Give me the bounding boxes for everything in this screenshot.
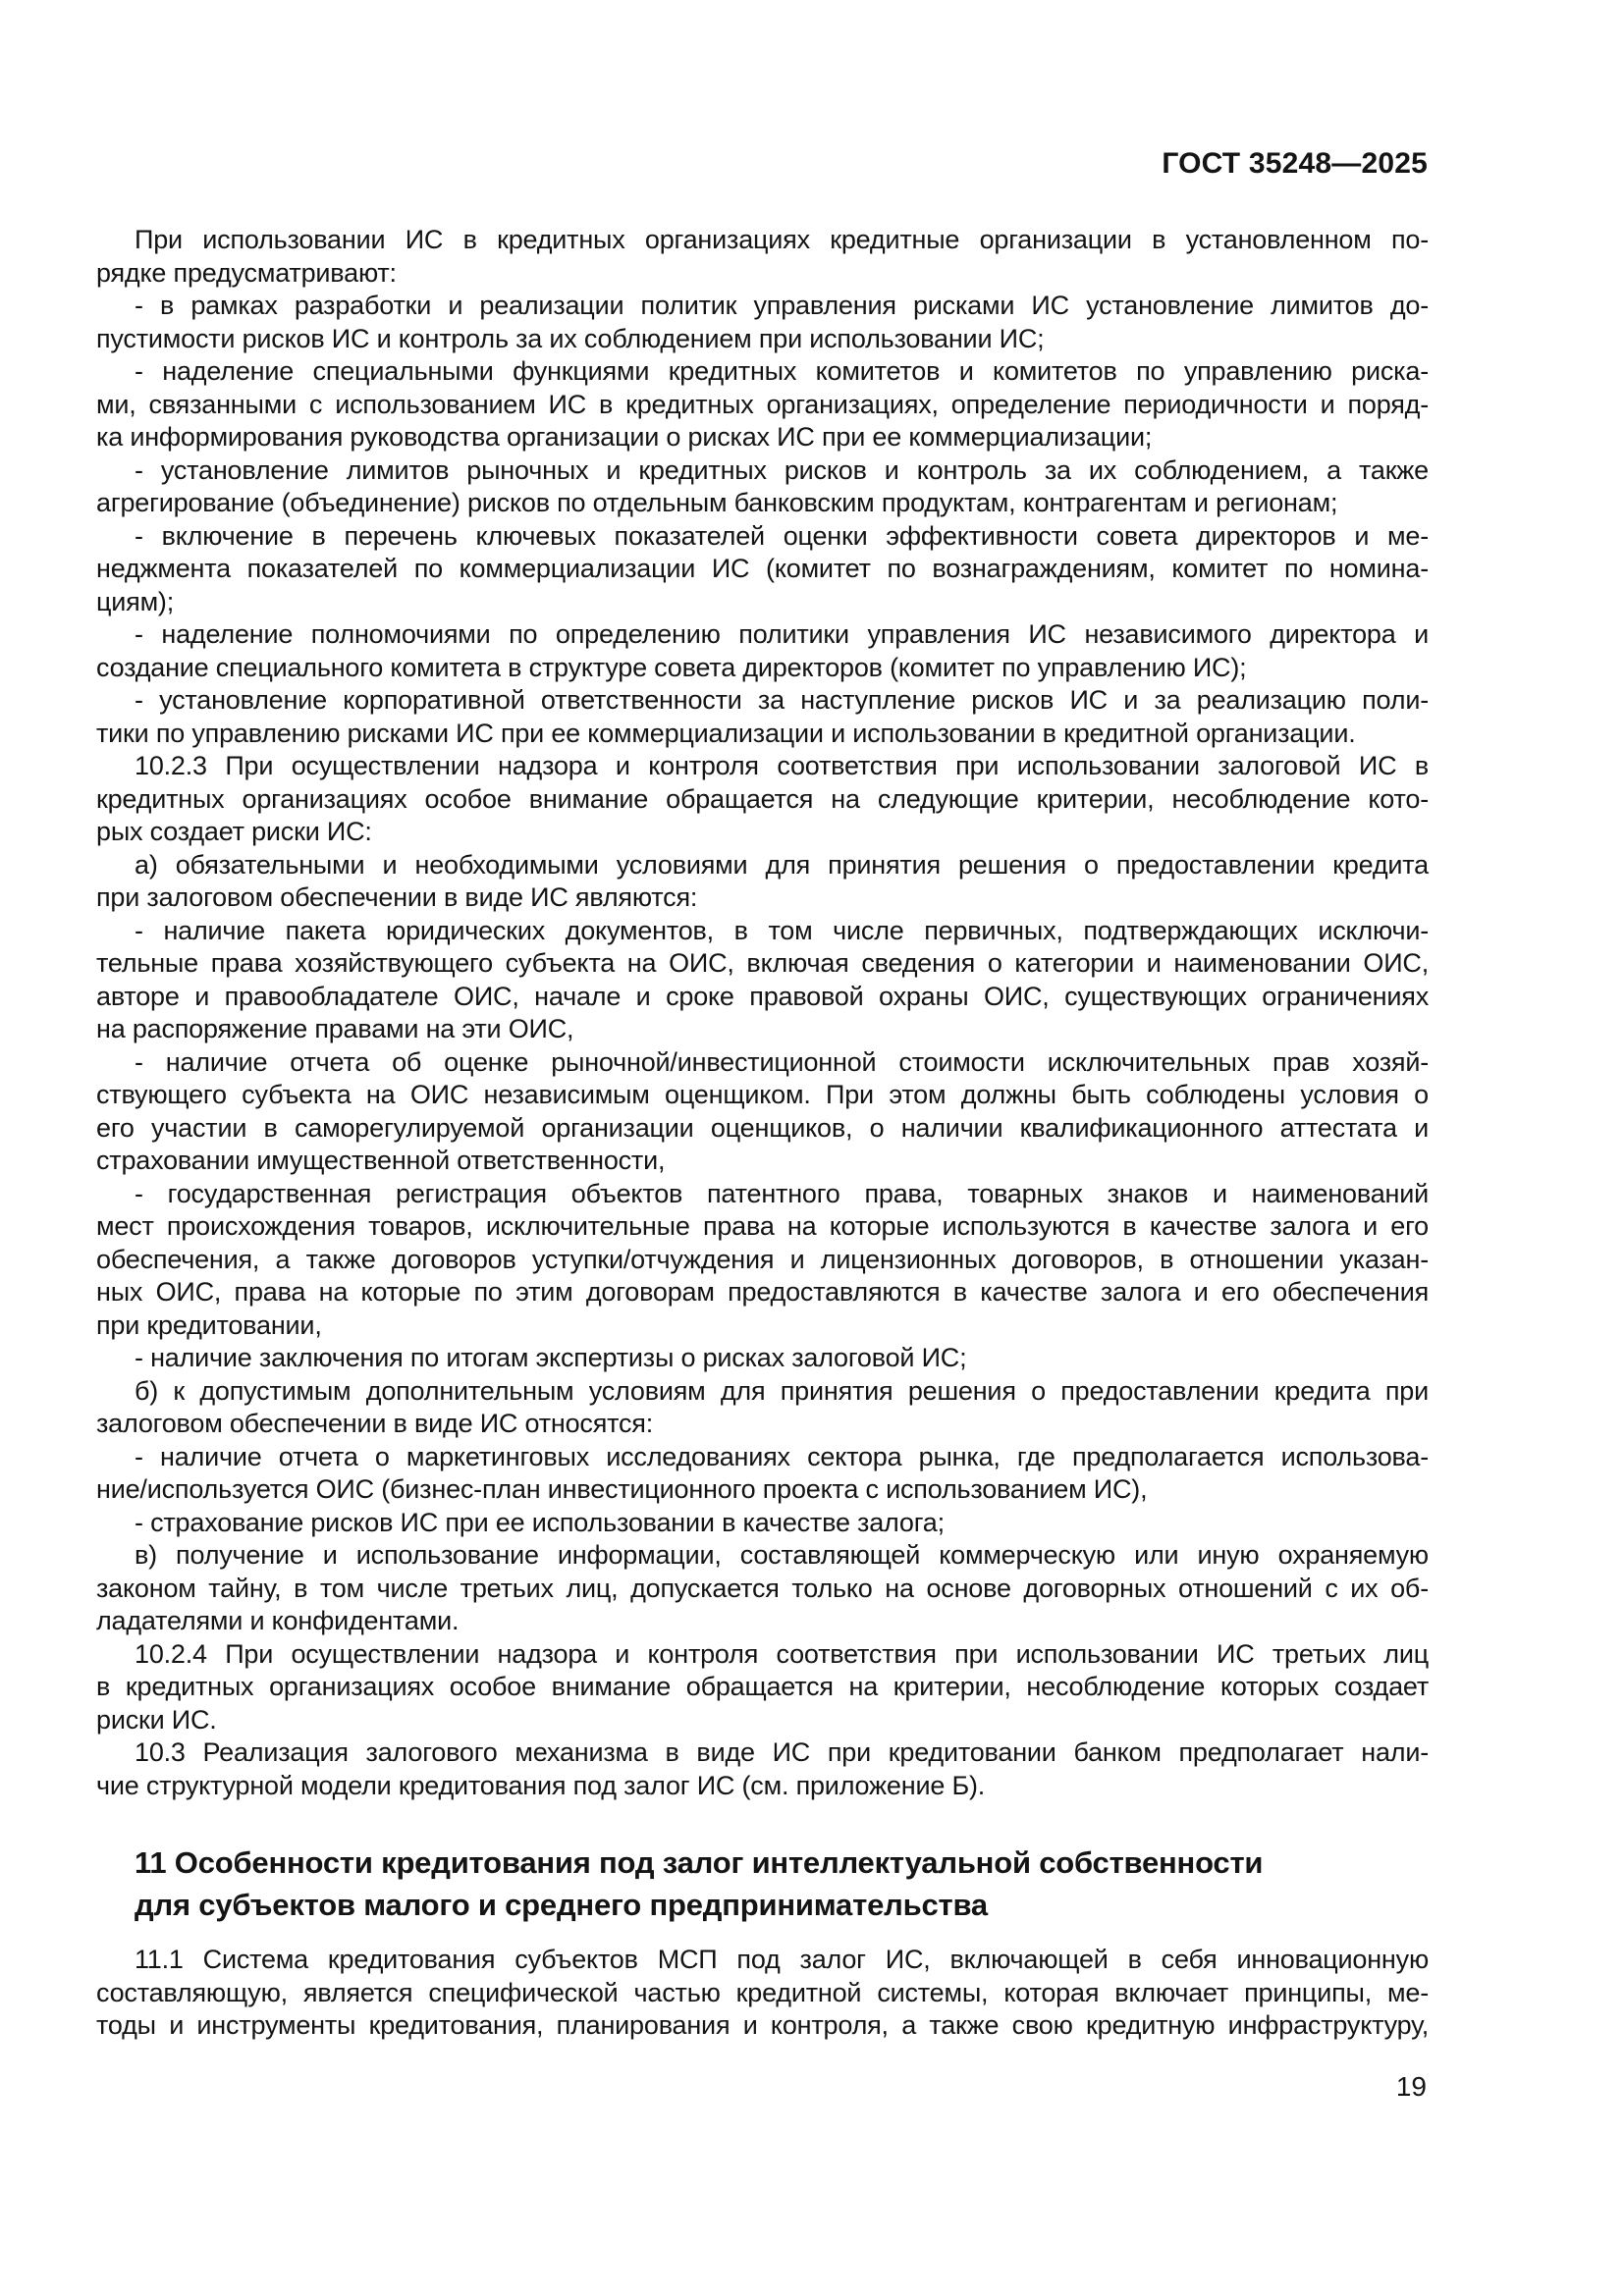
paragraph	[96, 1441, 1429, 1507]
text-line: ладателями и конфидентами.	[96, 1606, 460, 1635]
text-line: создание специального комитета в структуре совета директоров (комитет по управлению ИС);	[96, 652, 1247, 682]
text-line: пустимости рисков ИС и контроль за их соблюдением при использовании ИС;	[96, 323, 1045, 353]
paragraph	[96, 1539, 1429, 1638]
text-line: ных ОИС, права на которые по этим договорам предоставляются в качестве залога и его обеспечения	[96, 1277, 1429, 1307]
text-line: - включение в перечень ключевых показателей оценки эффективности совета директоров и ме-	[135, 520, 1429, 551]
text-line: при кредитовании,	[96, 1309, 322, 1340]
text-line: неджмента показателей по коммерциализации ИС (комитет по вознаграждениям, комитет по номина-	[96, 554, 1429, 583]
text-line: мест происхождения товаров, исключительные права на которые используются в качестве залога и его	[96, 1211, 1429, 1241]
paragraph	[96, 618, 1429, 684]
text-line: при залоговом обеспечении в виде ИС являются:	[96, 882, 698, 912]
paragraph	[96, 849, 1429, 915]
section-11-paragraphs	[96, 1944, 1429, 2043]
text-line: - наделение специальными функциями кредитных комитетов и комитетов по управлению риска-	[135, 356, 1429, 386]
text-line: залоговом обеспечении в виде ИС относятся:	[96, 1409, 654, 1438]
text-line: составляющую, является специфической частью кредитной системы, которая включает принципы, ме-	[96, 1977, 1429, 2007]
text-line: тельные права хозяйствующего субъекта на ОИС, включая сведения о категории и наименовании ОИС,	[96, 948, 1429, 978]
text-line: рядке предусматривают:	[96, 257, 397, 288]
text-line: страховании имущественной ответственности,	[96, 1146, 666, 1175]
text-line: циям);	[96, 586, 175, 616]
text-line: рых создает риски ИС:	[96, 817, 372, 846]
text-line: При использовании ИС в кредитных организациях кредитные организации в установленном по-	[135, 225, 1429, 254]
paragraph	[96, 224, 1429, 290]
text-line: - страхование рисков ИС при ее использовании в качестве залога;	[135, 1507, 945, 1537]
paragraph	[96, 290, 1429, 355]
text-line: ствующего субъекта на ОИС независимым оценщиком. При этом должны быть соблюдены условия о	[96, 1080, 1429, 1109]
text-line: авторе и правообладателе ОИС, начале и сроке правовой охраны ОИС, существующих ограничениях	[96, 981, 1429, 1011]
text-line: - наличие пакета юридических документов, в том числе первичных, подтверждающих исключи-	[135, 915, 1429, 945]
heading-line: 11 Особенности кредитования под залог интеллектуальной собственности	[135, 1845, 1264, 1880]
paragraph	[96, 1342, 1429, 1375]
paragraph	[96, 454, 1429, 520]
paragraph	[96, 1944, 1429, 2043]
text-line: обеспечения, а также договоров уступки/отчуждения и лицензионных договоров, в отношении указан-	[96, 1244, 1429, 1274]
paragraph	[96, 1638, 1429, 1737]
text-line: на распоряжение правами на эти ОИС,	[96, 1014, 574, 1043]
text-line: 10.3 Реализация залогового механизма в виде ИС при кредитовании банком предполагает нали-	[135, 1737, 1429, 1767]
text-line: - в рамках разработки и реализации политик управления рисками ИС установление лимитов до-	[135, 291, 1429, 320]
text-line: 10.2.4 При осуществлении надзора и контроля соответствия при использовании ИС третьих лиц	[135, 1638, 1429, 1669]
text-line: - установление корпоративной ответственности за наступление рисков ИС и за реализацию поли-	[135, 685, 1429, 715]
text-line: в кредитных организациях особое внимание обращается на критерии, несоблюдение которых создает	[96, 1672, 1429, 1701]
paragraph	[96, 355, 1429, 454]
text-line: кредитных организациях особое внимание обращается на следующие критерии, несоблюдение кото-	[96, 783, 1429, 814]
text-line: б) к допустимым дополнительным условиям для принятия решения о предоставлении кредита при	[135, 1375, 1429, 1406]
text-line: 10.2.3 При осуществлении надзора и контроля соответствия при использовании залоговой ИС в	[135, 751, 1429, 780]
text-line: - наличие отчета об оценке рыночной/инвестиционной стоимости исключительных прав хозяй-	[135, 1046, 1429, 1077]
text-line: законом тайну, в том числе третьих лиц, допускается только на основе договорных отношений с их об-	[96, 1573, 1429, 1603]
page-number: 19	[1395, 2071, 1427, 2102]
paragraph	[96, 1178, 1429, 1343]
text-line: тоды и инструменты кредитования, планирования и контроля, а также свою кредитную инфраструктуру,	[96, 2010, 1429, 2040]
running-header-doc-number: ГОСТ 35248—2025	[1162, 147, 1428, 180]
paragraph	[96, 520, 1429, 619]
text-line: ка информирования руководства организации о рисках ИС при ее коммерциализации;	[96, 422, 1153, 452]
text-line: тики по управлению рисками ИС при ее коммерциализации и использовании в кредитной организации.	[96, 718, 1356, 748]
paragraph	[96, 1046, 1429, 1178]
paragraph	[96, 1507, 1429, 1540]
paragraph	[96, 750, 1429, 849]
text-line: - наличие заключения по итогам экспертизы о рисках залоговой ИС;	[135, 1343, 967, 1372]
section-11-heading	[96, 1842, 1429, 1926]
text-line: - государственная регистрация объектов патентного права, товарных знаков и наименований	[135, 1178, 1429, 1208]
paragraph	[96, 1375, 1429, 1441]
text-line: 11.1 Система кредитования субъектов МСП под залог ИС, включающей в себя инновационную	[135, 1945, 1429, 1974]
text-line: ми, связанными с использованием ИС в кредитных организациях, определение периодичности и поряд-	[96, 389, 1429, 419]
text-line: его участии в саморегулируемой организации оценщиков, о наличии квалификационного аттестата и	[96, 1112, 1429, 1143]
text-line: а) обязательными и необходимыми условиями для принятия решения о предоставлении кредита	[135, 849, 1429, 880]
paragraph	[96, 684, 1429, 750]
text-line: - наделение полномочиями по определению политики управления ИС независимого директора и	[135, 619, 1429, 649]
text-line: - установление лимитов рыночных и кредитных рисков и контроль за их соблюдением, а также	[135, 454, 1429, 485]
text-line: в) получение и использование информации, составляющей коммерческую или иную охраняемую	[135, 1540, 1429, 1570]
section-10-paragraphs	[96, 224, 1429, 1802]
text-line: агрегирование (объединение) рисков по отдельным банковским продуктам, контрагентам и регионам;	[96, 488, 1338, 517]
paragraph	[96, 915, 1429, 1046]
text-line: - наличие отчета о маркетинговых исследованиях сектора рынка, где предполагается использова-	[135, 1441, 1429, 1471]
paragraph	[96, 1736, 1429, 1802]
text-line: чие структурной модели кредитования под залог ИС (см. приложение Б).	[96, 1770, 986, 1800]
text-line: ние/используется ОИС (бизнес-план инвестиционного проекта с использованием ИС),	[96, 1474, 1148, 1504]
heading-line: для субъектов малого и среднего предпринимательства	[135, 1888, 988, 1922]
text-line: риски ИС.	[96, 1704, 217, 1735]
document-body	[96, 224, 1429, 2043]
